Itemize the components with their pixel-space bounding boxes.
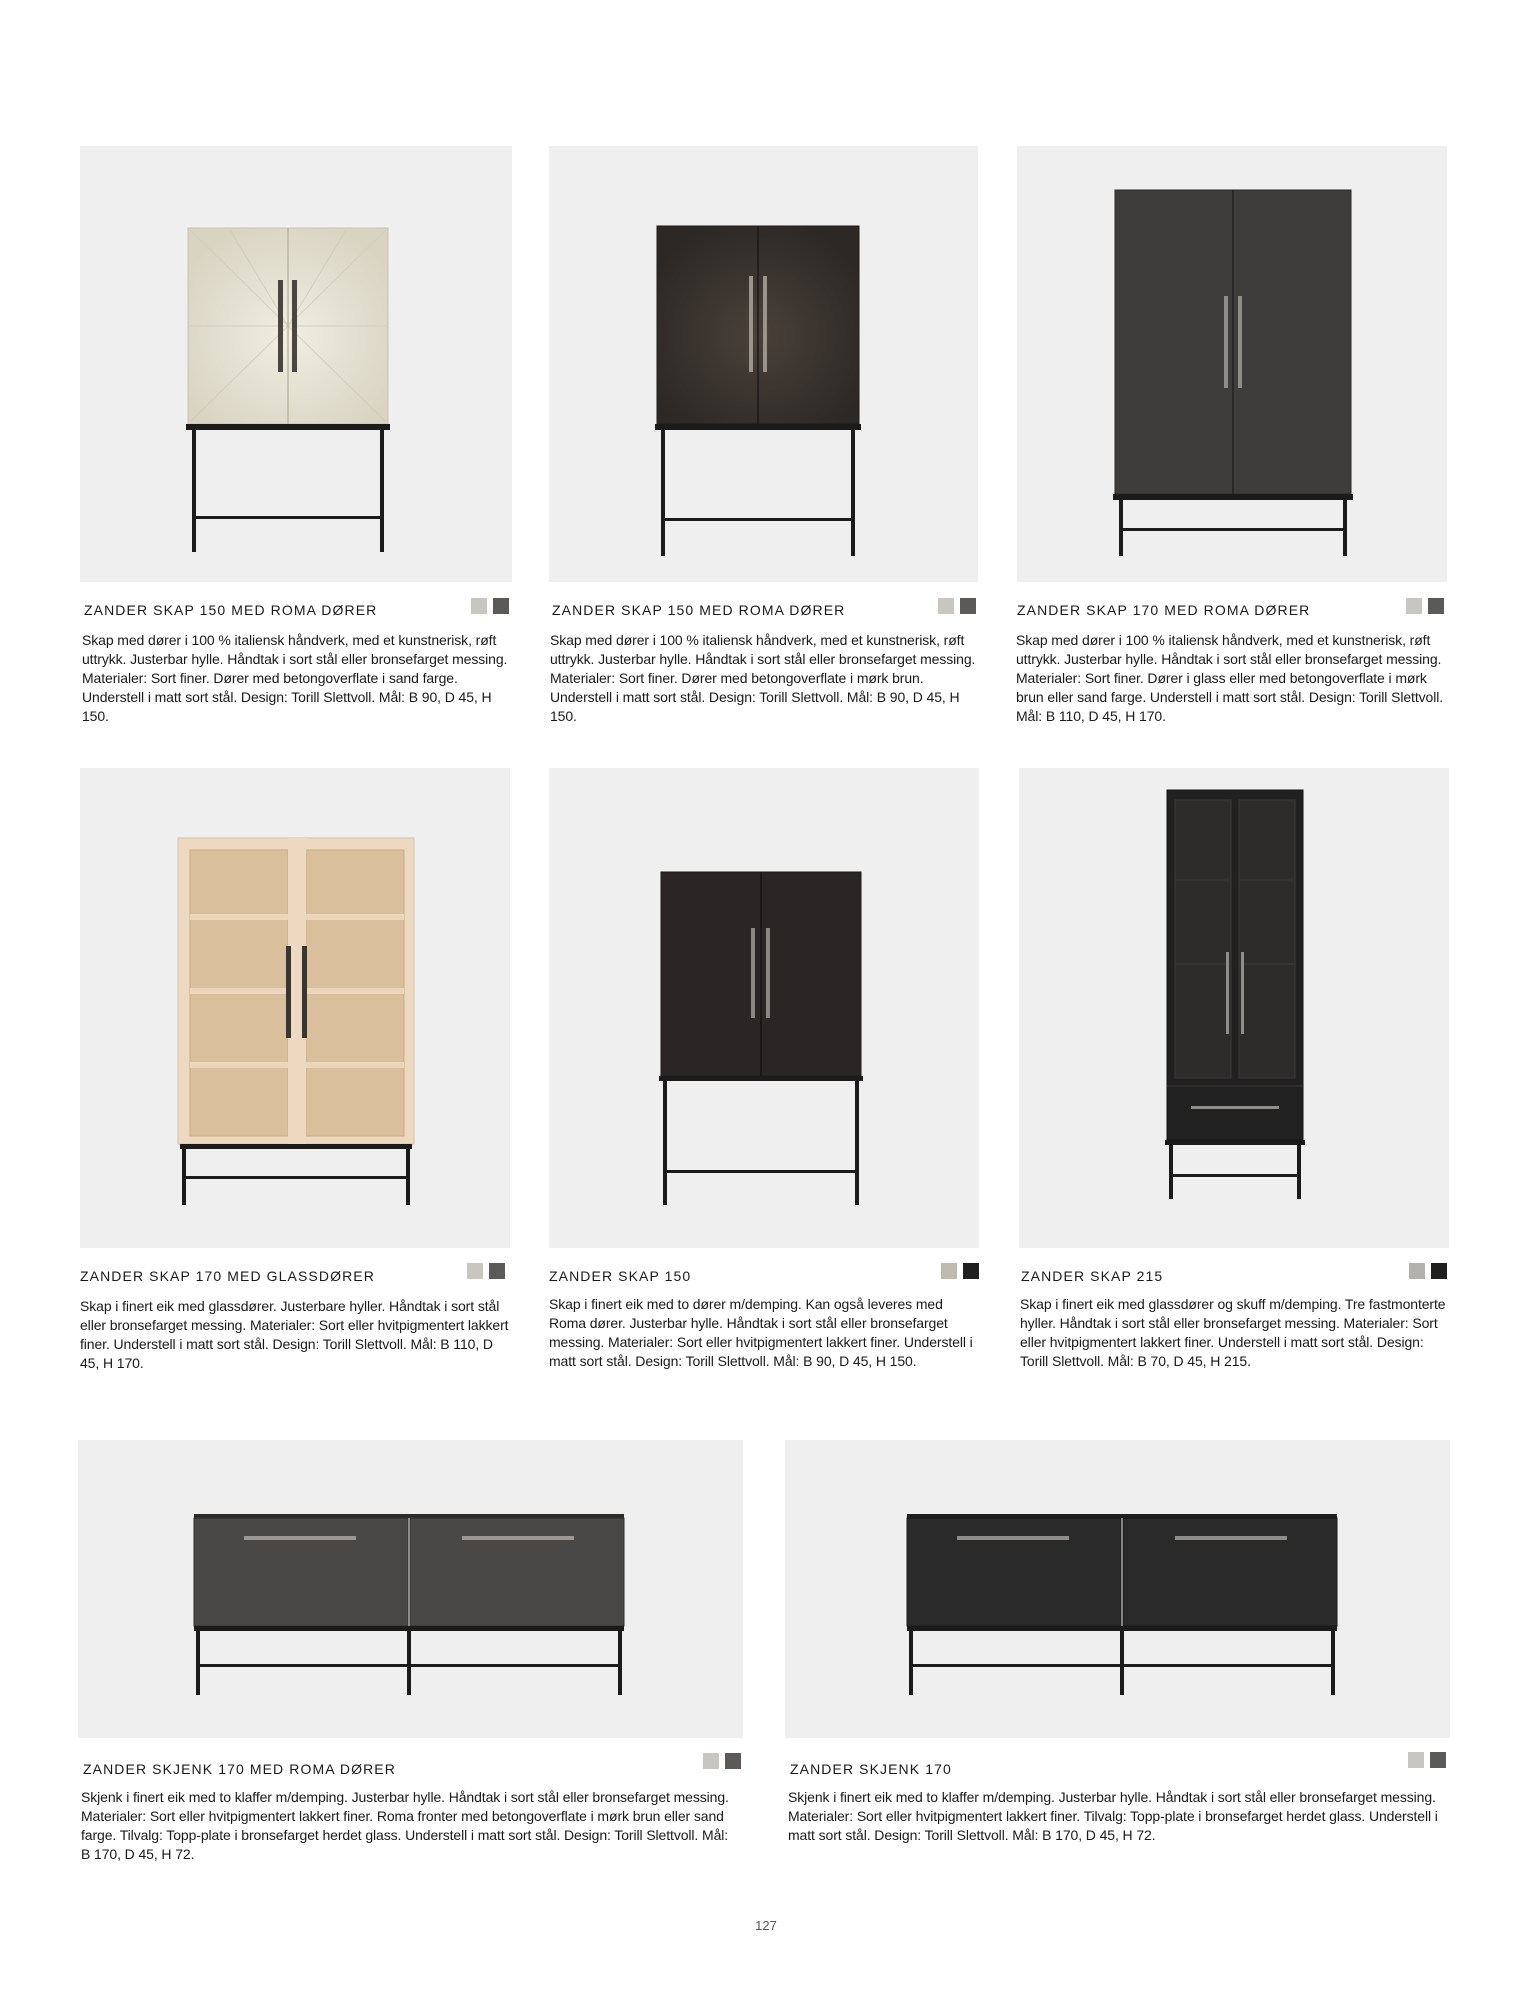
color-swatches (471, 598, 509, 614)
color-swatches (1409, 1263, 1447, 1279)
color-swatch-light (471, 598, 487, 614)
product-photo-cabinet-brown (549, 146, 978, 582)
color-swatch-light (467, 1263, 483, 1279)
color-swatches (467, 1263, 505, 1279)
color-swatches (1406, 598, 1444, 614)
color-swatch-dark (1430, 1752, 1446, 1768)
color-swatch-dark (960, 598, 976, 614)
color-swatch-dark (963, 1263, 979, 1279)
product-title: ZANDER SKAP 170 MED GLASSDØRER (80, 1268, 375, 1284)
product-title: ZANDER SKAP 150 MED ROMA DØRER (552, 602, 846, 618)
page-number: 127 (755, 1918, 777, 1933)
color-swatch-light (1409, 1263, 1425, 1279)
product-photo-cabinet-black (549, 768, 979, 1248)
product-title: ZANDER SKAP 150 (549, 1268, 692, 1284)
color-swatch-light (1406, 598, 1422, 614)
color-swatch-light (941, 1263, 957, 1279)
product-description: Skjenk i finert eik med to klaffer m/demping. Justerbar hylle. Håndtak i sort stål eller bronsefarget messing. Materialer: Sort eller hvitpigmentert lakkert finer. Tilvalg: Topp-plate i bronsefarget herdet glass. Understell i matt sort stål. Design: Torill Slettvoll. Mål: B 170, D 45, H 72. (788, 1789, 1438, 1843)
color-swatch-light (938, 598, 954, 614)
product-title: ZANDER SKAP 150 MED ROMA DØRER (84, 602, 378, 618)
product-photo-cabinet-tall-glass (1019, 768, 1449, 1248)
product-description: Skap med dører i 100 % italiensk håndverk, med et kunstnerisk, røft uttrykk. Justerbar hylle. Håndtak i sort stål eller bronsefarget messing. Materialer: Sort finer. Dører med betongoverflate i sand farge. Understell i matt sort stål. Design: Torill Slettvoll. Mål: B 90, D 45, H 150. (82, 632, 508, 724)
product-photo-cabinet-sand (80, 146, 512, 582)
product-description: Skap i finert eik med to dører m/demping. Kan også leveres med Roma dører. Justerbar hylle. Håndtak i sort stål eller bronsefarget messing. Materialer: Sort eller hvitpigmentert lakkert finer. Understell i matt sort stål. Design: Torill Slettvoll. Mål: B 90, D 45, H 150. (549, 1296, 973, 1369)
product-description: Skap med dører i 100 % italiensk håndverk, med et kunstnerisk, røft uttrykk. Justerbar hylle. Håndtak i sort stål eller bronsefarget messing. Materialer: Sort finer. Dører med betongoverflate i mørk brun. Understell i matt sort stål. Design: Torill Slettvoll. Mål: B 90, D 45, H 150. (550, 632, 976, 724)
product-photo-cabinet-tall-dark (1017, 146, 1447, 582)
product-photo-cabinet-glass-oak (80, 768, 510, 1248)
color-swatches (938, 598, 976, 614)
product-description: Skap med dører i 100 % italiensk håndverk, med et kunstnerisk, røft uttrykk. Justerbar hylle. Håndtak i sort stål eller bronsefarget messing. Materialer: Sort finer. Dører i glass eller med betongoverflate i mørk brun eller sand farge. Understell i matt sort stål. Design: Torill Slettvoll. Mål: B 110, D 45, H 170. (1016, 632, 1444, 724)
color-swatches (941, 1263, 979, 1279)
product-photo-sideboard-roma (78, 1440, 743, 1738)
product-description: Skjenk i finert eik med to klaffer m/demping. Justerbar hylle. Håndtak i sort stål eller bronsefarget messing. Materialer: Sort eller hvitpigmentert lakkert finer. Roma fronter med betongoverflate i mørk brun eller sand farge. Tilvalg: Topp-plate i bronsefarget herdet glass. Understell i matt sort stål. Design: Torill Slettvoll. Mål: B 170, D 45, H 72. (81, 1789, 729, 1862)
product-title: ZANDER SKJENK 170 (790, 1761, 952, 1777)
product-title: ZANDER SKJENK 170 MED ROMA DØRER (83, 1761, 396, 1777)
color-swatch-light (1408, 1752, 1424, 1768)
color-swatch-dark (1428, 598, 1444, 614)
product-description: Skap i finert eik med glassdører. Justerbare hyller. Håndtak i sort stål eller bronsefarget messing. Materialer: Sort eller hvitpigmentert lakkert finer. Understell i matt sort stål. Design: Torill Slettvoll. Mål: B 110, D 45, H 170. (80, 1298, 509, 1371)
color-swatch-light (703, 1753, 719, 1769)
color-swatch-dark (725, 1753, 741, 1769)
product-title: ZANDER SKAP 215 (1021, 1268, 1164, 1284)
color-swatch-dark (489, 1263, 505, 1279)
color-swatches (703, 1753, 741, 1769)
color-swatch-dark (1431, 1263, 1447, 1279)
product-photo-sideboard-black (785, 1440, 1450, 1738)
product-description: Skap i finert eik med glassdører og skuff m/demping. Tre fastmonterte hyller. Håndtak i sort stål eller bronsefarget messing. Materialer: Sort eller hvitpigmentert lakkert finer. Understell i matt sort stål. Design: Torill Slettvoll. Mål: B 70, D 45, H 215. (1020, 1296, 1446, 1369)
color-swatches (1408, 1752, 1446, 1768)
product-title: ZANDER SKAP 170 MED ROMA DØRER (1017, 602, 1311, 618)
color-swatch-dark (493, 598, 509, 614)
